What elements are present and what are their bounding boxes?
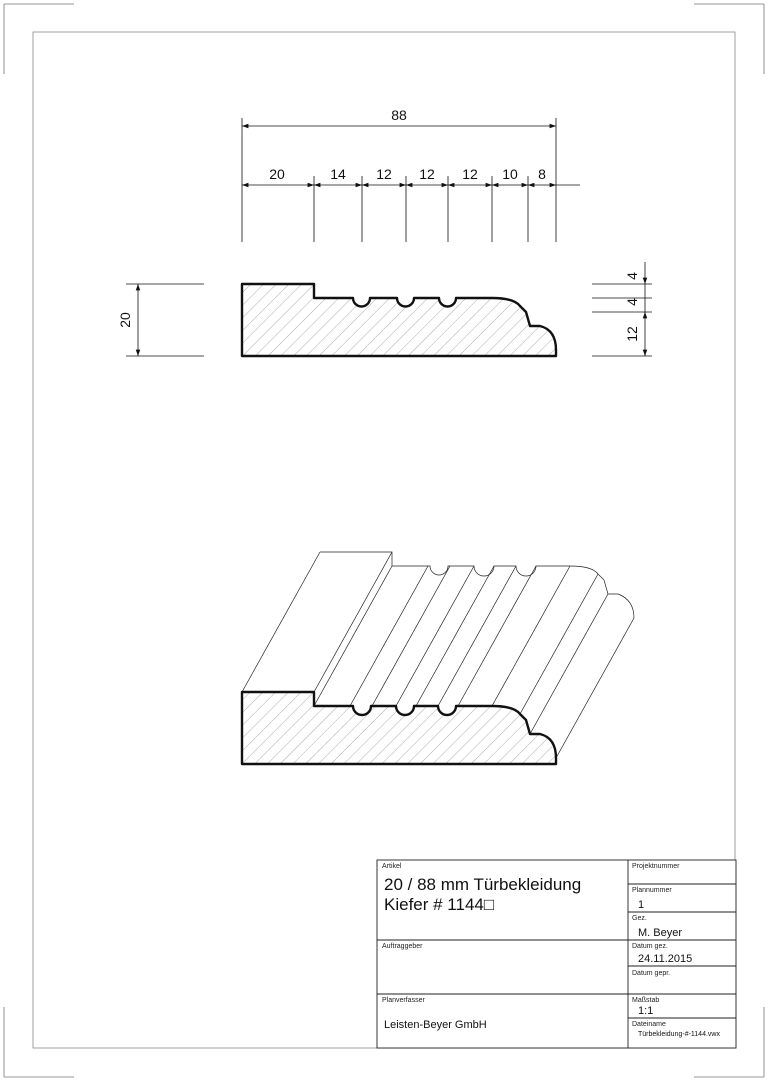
dim-segment: 12 <box>419 166 435 182</box>
dim-segment: 12 <box>462 166 478 182</box>
plan-number-value: 1 <box>638 899 645 911</box>
article-title-line1: 20 / 88 mm Türbekleidung <box>384 875 582 894</box>
date-checked-label: Datum gepr. <box>632 970 671 977</box>
profile-cross-section <box>242 284 556 356</box>
client-label: Auftraggeber <box>382 943 423 950</box>
dim-overall-width: 88 <box>391 107 407 123</box>
date-drawn-label: Datum gez. <box>632 943 668 950</box>
plan-number-label: Plannummer <box>632 887 672 894</box>
dim-height: 20 <box>117 312 133 328</box>
drawn-by-value: M. Beyer <box>638 927 683 939</box>
dim-right: 12 <box>624 326 640 342</box>
dim-segment: 12 <box>376 166 392 182</box>
dim-right: 4 <box>624 298 640 306</box>
article-label: Artikel <box>382 863 402 870</box>
author-label: Planverfasser <box>382 997 425 1004</box>
dim-segment: 14 <box>330 166 346 182</box>
date-drawn-value: 24.11.2015 <box>638 953 693 965</box>
filename-label: Dateiname <box>632 1021 666 1028</box>
dim-segment: 8 <box>538 166 546 182</box>
dim-segment: 10 <box>502 166 518 182</box>
project-number-label: Projektnummer <box>632 863 680 870</box>
dim-segment: 20 <box>269 166 285 182</box>
perspective-front-face <box>242 692 556 764</box>
scale-value: 1:1 <box>638 1005 654 1017</box>
scale-label: Maßstab <box>632 997 660 1004</box>
dim-right: 4 <box>624 272 640 280</box>
filename-value: Türbekleidung-#-1144.vwx <box>638 1031 720 1038</box>
article-title-line2: Kiefer # 1144□ <box>384 895 495 914</box>
author-value: Leisten-Beyer GmbH <box>384 1019 487 1031</box>
drawn-by-label: Gez. <box>632 915 647 922</box>
